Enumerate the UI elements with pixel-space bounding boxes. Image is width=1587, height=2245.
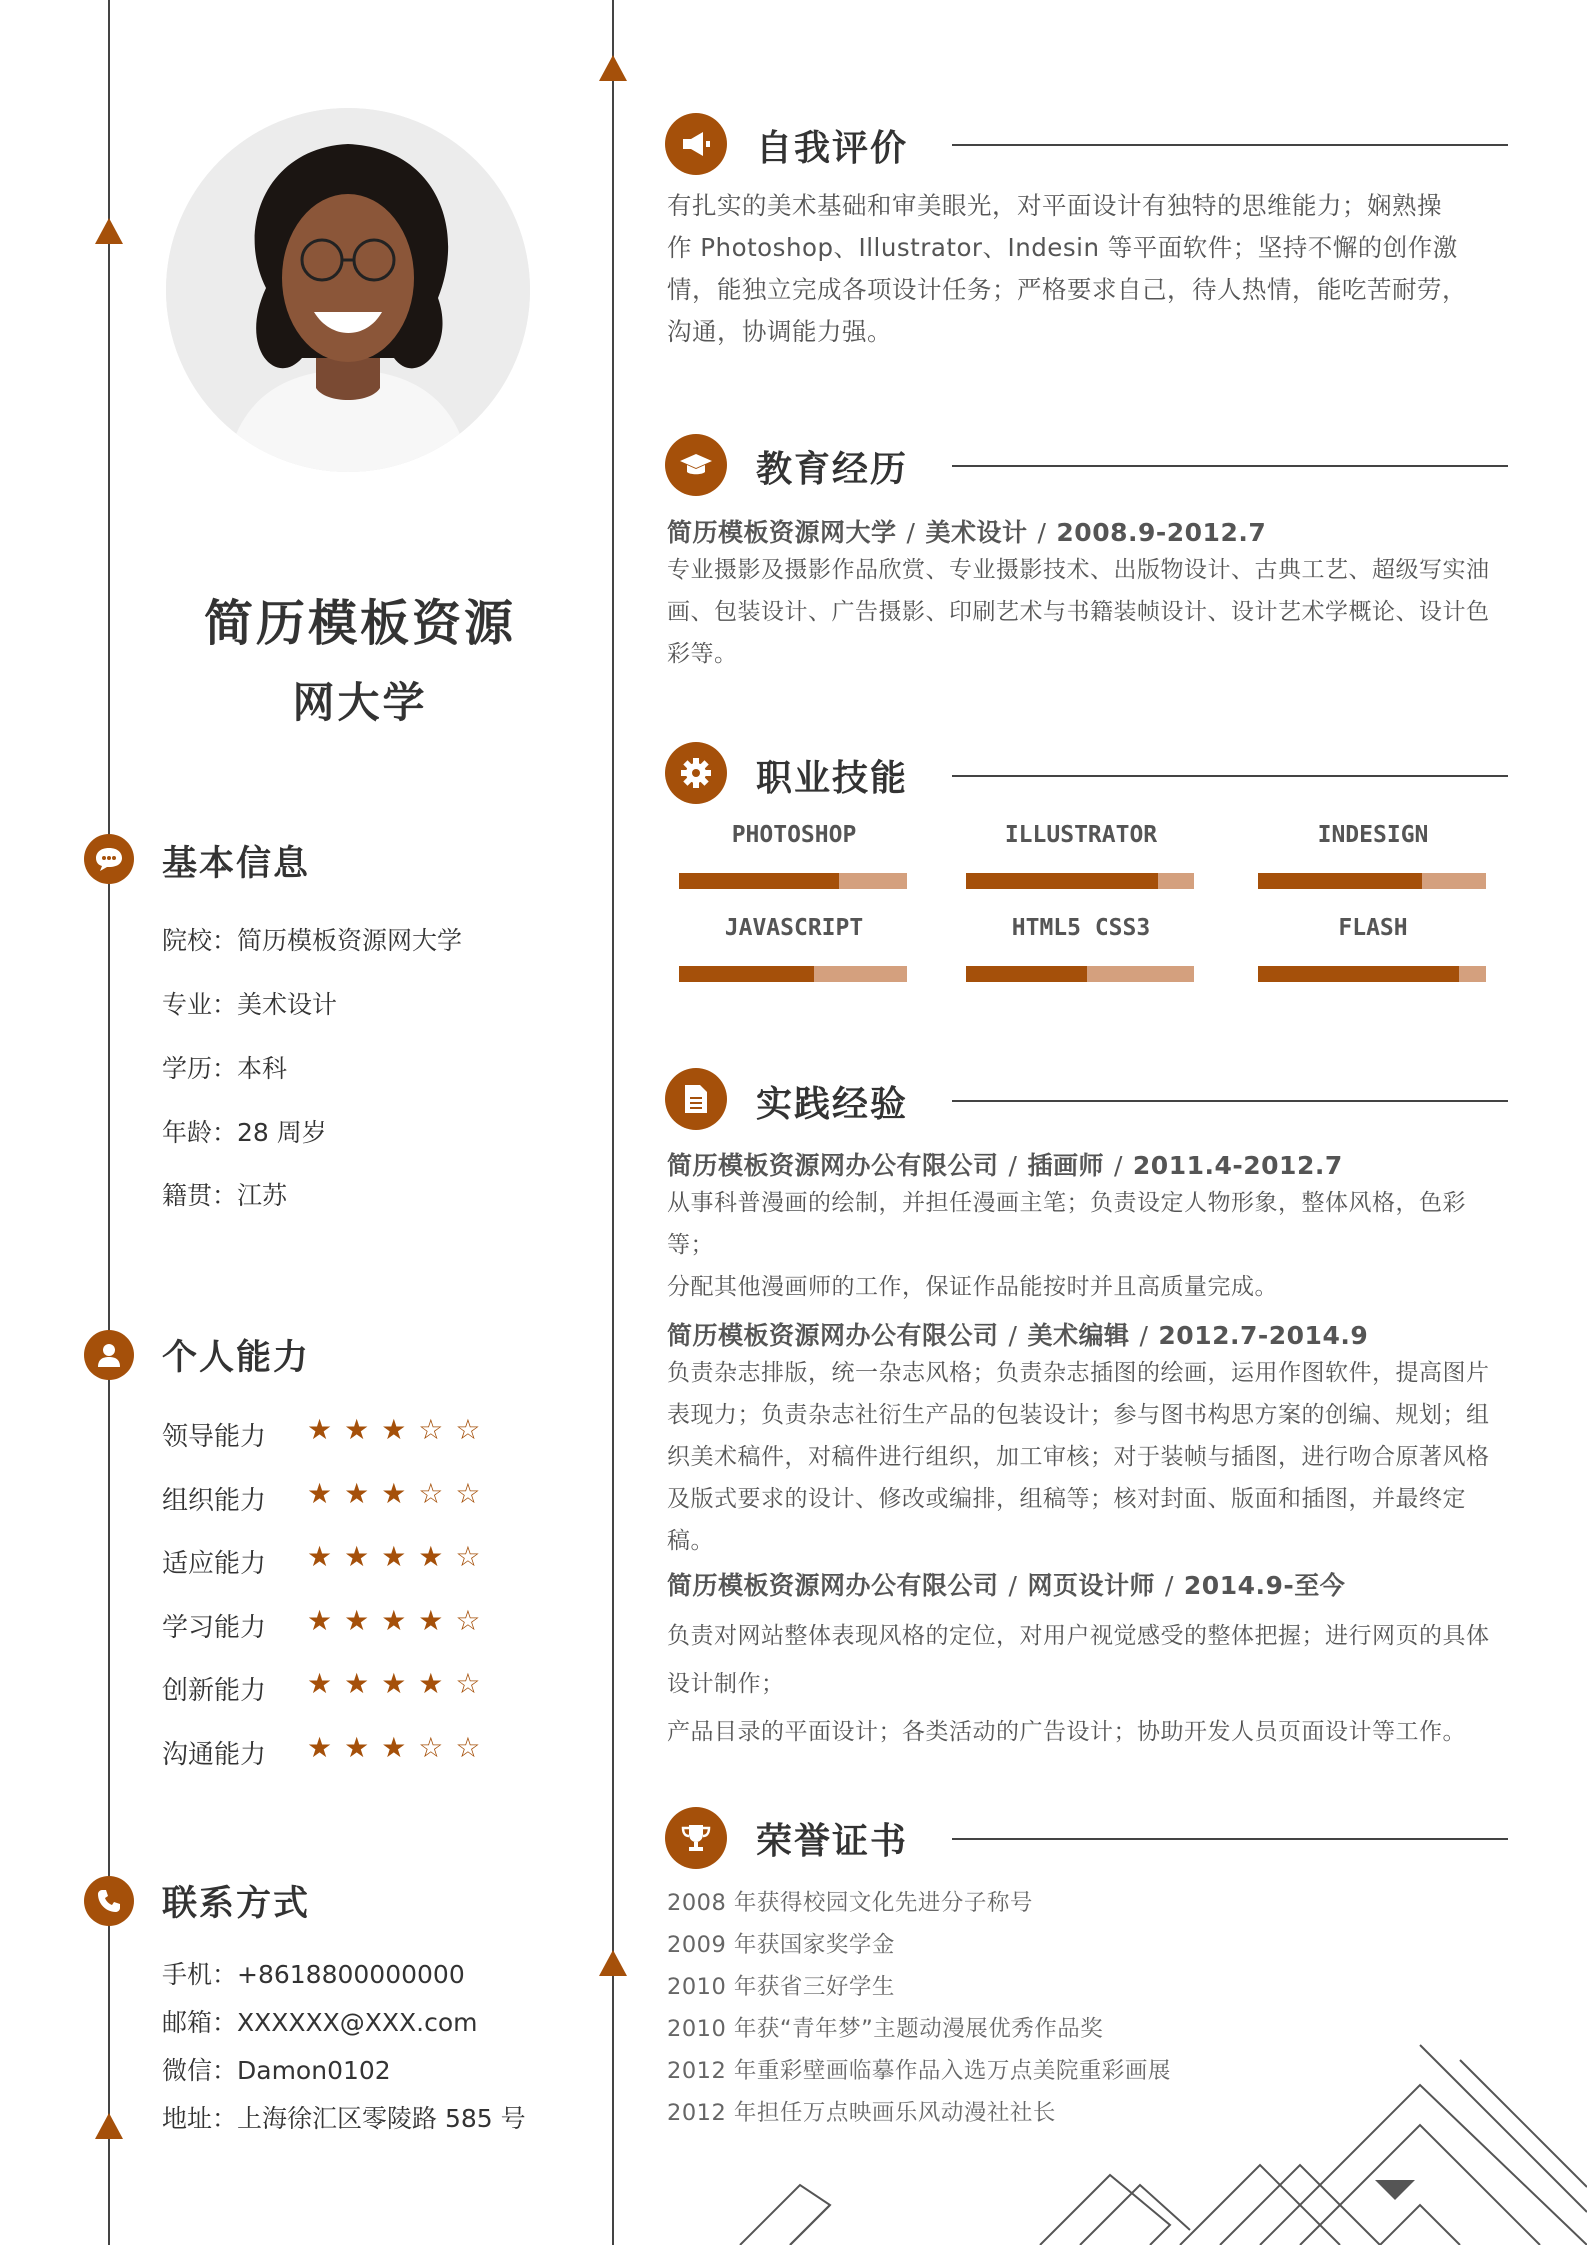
ability-label: 学习能力 (162, 1613, 267, 1643)
ability-label: 领导能力 (162, 1422, 267, 1452)
timeline-marker (95, 218, 123, 244)
period: 2008.9-2012.7 (1056, 518, 1267, 547)
contact-phone: 手机：+8618800000000 (162, 1960, 465, 1989)
text-line: 作 Photoshop、Illustrator、Indesin 等平面软件；坚持不懈的创作激 (667, 233, 1458, 262)
info-row-degree: 学历：本科 (162, 1054, 288, 1083)
abilities-title: 个人能力 (162, 1338, 311, 1378)
ability-stars: ★★★☆☆ (307, 1477, 493, 1510)
text-line: 负责对网站整体表现风格的定位，对用户视觉感受的整体把握；进行网页的具体 (667, 1623, 1490, 1649)
phone-icon (84, 1876, 134, 1926)
education-title: 教育经历 (756, 449, 909, 490)
ability-label: 适应能力 (162, 1549, 267, 1579)
text-line: 产品目录的平面设计；各类活动的广告设计；协助开发人员页面设计等工作。 (667, 1719, 1466, 1745)
text-line: 沟通，协调能力强。 (667, 317, 892, 346)
skill-bar-fill (966, 966, 1087, 982)
job-description (667, 1182, 1507, 1308)
skill-name: PHOTOSHOP (731, 822, 857, 848)
job-role: 插画师 (1027, 1151, 1104, 1180)
honor-item: 2010 年获“青年梦”主题动漫展优秀作品奖 (667, 2016, 1104, 2042)
timeline-marker (599, 55, 627, 81)
job-role: 美术编辑 (1027, 1321, 1130, 1350)
resume-name: 简历模板资源 (203, 595, 516, 652)
section-divider (952, 775, 1508, 777)
contact-address: 地址：上海徐汇区零陵路 585 号 (162, 2104, 526, 2133)
text-line: 表现力；负责杂志社衍生产品的包装设计；参与图书构思方案的创编、规划；组 (667, 1402, 1490, 1428)
text-line: 及版式要求的设计、修改或编排，组稿等；核对封面、版面和插图，并最终定稿。 (667, 1486, 1466, 1554)
honors-title: 荣誉证书 (756, 1821, 909, 1862)
skill-name: INDESIGN (1317, 822, 1429, 848)
skill-bar (966, 966, 1194, 982)
text-line: 专业摄影及摄影作品欣赏、专业摄影技术、出版物设计、古典工艺、超级写实油 (667, 557, 1490, 583)
job-heading (667, 1316, 1368, 1352)
text-line: 画、包装设计、广告摄影、印刷艺术与书籍装帧设计、设计艺术学概论、设计色 (667, 599, 1490, 625)
skill-bar (966, 873, 1194, 889)
ability-label: 创新能力 (162, 1676, 267, 1706)
graduation-cap-icon (665, 434, 727, 496)
self-eval-text (667, 185, 1507, 353)
job-heading (667, 1566, 1345, 1602)
chat-icon (84, 834, 134, 884)
job-description (667, 1352, 1507, 1562)
company-name: 简历模板资源网办公有限公司 (667, 1321, 999, 1350)
gear-icon (665, 742, 727, 804)
job-role: 网页设计师 (1027, 1571, 1155, 1600)
skill-name: ILLUSTRATOR (1004, 822, 1158, 848)
text-line: 情，能独立完成各项设计任务；严格要求自己，待人热情，能吃苦耐劳， (667, 275, 1467, 304)
honor-item: 2008 年获得校园文化先进分子称号 (667, 1890, 1033, 1916)
resume-name-line2: 网大学 (292, 678, 428, 727)
skill-name: HTML5 CSS3 (1011, 915, 1151, 941)
separator: / (1037, 518, 1047, 547)
text-line: 有扎实的美术基础和审美眼光，对平面设计有独特的思维能力；娴熟操 (667, 191, 1442, 220)
major: 美术设计 (925, 518, 1028, 547)
honor-item: 2010 年获省三好学生 (667, 1974, 895, 2000)
section-divider (952, 144, 1508, 146)
contact-email: 邮箱：XXXXXX@XXX.com (162, 2008, 478, 2037)
separator: / (1008, 1321, 1018, 1350)
job-description (667, 1612, 1507, 1756)
timeline-marker (599, 1950, 627, 1976)
info-row-age: 年龄：28 周岁 (162, 1118, 327, 1147)
text-line: 织美术稿件，对稿件进行组织，加工审核；对于装帧与插图，进行吻合原著风格 (667, 1444, 1490, 1470)
text-line: 设计制作； (667, 1671, 785, 1697)
info-row-hometown: 籍贯：江苏 (162, 1181, 288, 1210)
honor-item: 2012 年担任万点映画乐风动漫社社长 (667, 2100, 1056, 2126)
separator: / (1139, 1321, 1149, 1350)
avatar (166, 108, 530, 472)
info-row-major: 专业：美术设计 (162, 990, 338, 1019)
skill-bar-fill (679, 873, 839, 889)
experience-title: 实践经验 (756, 1084, 909, 1125)
basic-info-title: 基本信息 (162, 844, 311, 884)
text-line: 分配其他漫画师的工作，保证作品能按时并且高质量完成。 (667, 1274, 1278, 1300)
skill-bar (679, 966, 907, 982)
skill-bar-fill (1258, 966, 1459, 982)
skill-bar (1258, 873, 1486, 889)
self-eval-title: 自我评价 (756, 128, 909, 169)
separator: / (1164, 1571, 1174, 1600)
text-line: 彩等。 (667, 641, 738, 667)
job-period: 2014.9-至今 (1183, 1571, 1346, 1600)
info-row-school: 院校：简历模板资源网大学 (162, 926, 463, 955)
education-text (667, 549, 1507, 675)
skill-name: FLASH (1338, 915, 1408, 941)
job-period: 2011.4-2012.7 (1132, 1151, 1343, 1180)
ability-stars: ★★★☆☆ (307, 1413, 493, 1446)
ability-stars: ★★★★☆ (307, 1540, 493, 1573)
timeline-marker (95, 2113, 123, 2139)
skill-bar (1258, 966, 1486, 982)
skill-bar-fill (679, 966, 814, 982)
skill-bar-fill (1258, 873, 1422, 889)
megaphone-icon (665, 113, 727, 175)
text-line: 负责杂志排版，统一杂志风格；负责杂志插图的绘画，运用作图软件，提高图片 (667, 1360, 1490, 1386)
document-icon (665, 1068, 727, 1130)
decorative-pattern (700, 2040, 1587, 2245)
skill-name: JAVASCRIPT (724, 915, 864, 941)
school-name: 简历模板资源网大学 (667, 518, 897, 547)
ability-label: 组织能力 (162, 1486, 267, 1516)
separator: / (1008, 1151, 1018, 1180)
separator: / (906, 518, 916, 547)
contact-wechat: 微信：Damon0102 (162, 2056, 391, 2085)
skills-title: 职业技能 (756, 758, 909, 799)
user-icon (84, 1330, 134, 1380)
ability-stars: ★★★★☆ (307, 1667, 493, 1700)
separator: / (1008, 1571, 1018, 1600)
contact-title: 联系方式 (162, 1884, 311, 1924)
separator: / (1113, 1151, 1123, 1180)
skill-bar (679, 873, 907, 889)
education-heading (667, 513, 1266, 549)
ability-stars: ★★★☆☆ (307, 1731, 493, 1764)
right-timeline (612, 0, 614, 2245)
company-name: 简历模板资源网办公有限公司 (667, 1571, 999, 1600)
skill-bar-fill (966, 873, 1158, 889)
job-heading (667, 1146, 1343, 1182)
honor-item: 2012 年重彩壁画临摹作品入选万点美院重彩画展 (667, 2058, 1171, 2084)
section-divider (952, 465, 1508, 467)
trophy-icon (665, 1807, 727, 1869)
company-name: 简历模板资源网办公有限公司 (667, 1151, 999, 1180)
ability-label: 沟通能力 (162, 1740, 267, 1770)
honor-item: 2009 年获国家奖学金 (667, 1932, 895, 1958)
section-divider (952, 1100, 1508, 1102)
text-line: 从事科普漫画的绘制，并担任漫画主笔；负责设定人物形象，整体风格，色彩等； (667, 1190, 1466, 1258)
section-divider (952, 1838, 1508, 1840)
ability-stars: ★★★★☆ (307, 1604, 493, 1637)
job-period: 2012.7-2014.9 (1158, 1321, 1369, 1350)
